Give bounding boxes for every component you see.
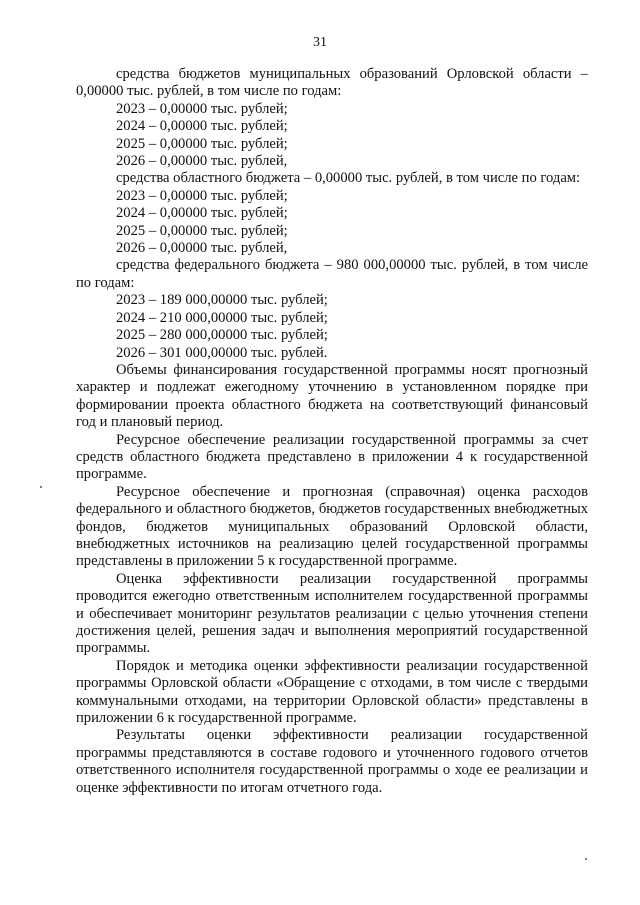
page-body <box>76 66 588 797</box>
scan-speck <box>585 858 587 860</box>
list-item-year: 2024 – 0,00000 тыс. рублей; <box>116 205 288 222</box>
list-item-year: 2026 – 0,00000 тыс. рублей, <box>116 240 288 257</box>
scan-speck <box>40 486 42 488</box>
paragraph-funding-volumes: Объемы финансирования государственной программы носят прогнозный характер и подлежат ежегодному уточнению в установленном порядке при формировании проекта областного бюджета на соответствующий финансовый год и плановый период. <box>76 361 588 431</box>
list-item-year: 2023 – 0,00000 тыс. рублей; <box>116 187 288 204</box>
list-item-year: 2025 – 280 000,00000 тыс. рублей; <box>116 327 328 344</box>
paragraph-resource-provision: Ресурсное обеспечение реализации государственной программы за счет средств областного бюджета представлено в приложении 4 к государственной программе. <box>76 431 588 483</box>
list-item-year: 2025 – 0,00000 тыс. рублей; <box>116 135 288 152</box>
paragraph-methodology: Порядок и методика оценки эффективности реализации государственной программы Орловской области «Обращение с отходами, в том числе с твердыми коммунальными отходами, на территории Орловской области» представлены в приложении 6 к государственной программе. <box>76 657 588 727</box>
list-item-year: 2023 – 189 000,00000 тыс. рублей; <box>116 292 328 309</box>
paragraph-regional-budget: средства областного бюджета – 0,00000 тыс. рублей, в том числе по годам: <box>116 170 581 187</box>
paragraph-forecast-assessment: Ресурсное обеспечение и прогнозная (справочная) оценка расходов федерального и областного бюджетов, бюджетов государственных внебюджетных фондов, бюджетов муниципальных образований Орловской области, внебюджетных источников на реализацию целей государственной программы представлены в приложении 5 к государственной программе. <box>76 483 588 570</box>
paragraph-results: Результаты оценки эффективности реализации государственной программы представляются в составе годового и уточненного годового отчетов ответственного исполнителя государственной программы о ходе ее реализации и оценке эффективности по итогам отчетного года. <box>76 727 588 796</box>
list-item-year: 2023 – 0,00000 тыс. рублей; <box>116 100 288 117</box>
list-item-year: 2024 – 210 000,00000 тыс. рублей; <box>116 309 328 326</box>
list-item-year: 2025 – 0,00000 тыс. рублей; <box>116 222 288 239</box>
paragraph-efficiency-assessment: Оценка эффективности реализации государственной программы проводится ежегодно ответственным исполнителем государственной программы и обеспечивает мониторинг результатов реализации с целью уточнения степени достижения целей, решения задач и выполнения мероприятий государственной программы. <box>76 570 588 657</box>
list-item-year: 2026 – 0,00000 тыс. рублей, <box>116 153 288 170</box>
paragraph-federal-budget: средства федерального бюджета – 980 000,00000 тыс. рублей, в том числе по годам: <box>76 257 588 291</box>
page-number: 31 <box>313 35 327 50</box>
list-item-year: 2026 – 301 000,00000 тыс. рублей. <box>116 344 328 361</box>
list-item-year: 2024 – 0,00000 тыс. рублей; <box>116 118 288 135</box>
paragraph-municipal-budgets: средства бюджетов муниципальных образований Орловской области – 0,00000 тыс. рублей, в том числе по годам: <box>76 66 588 100</box>
